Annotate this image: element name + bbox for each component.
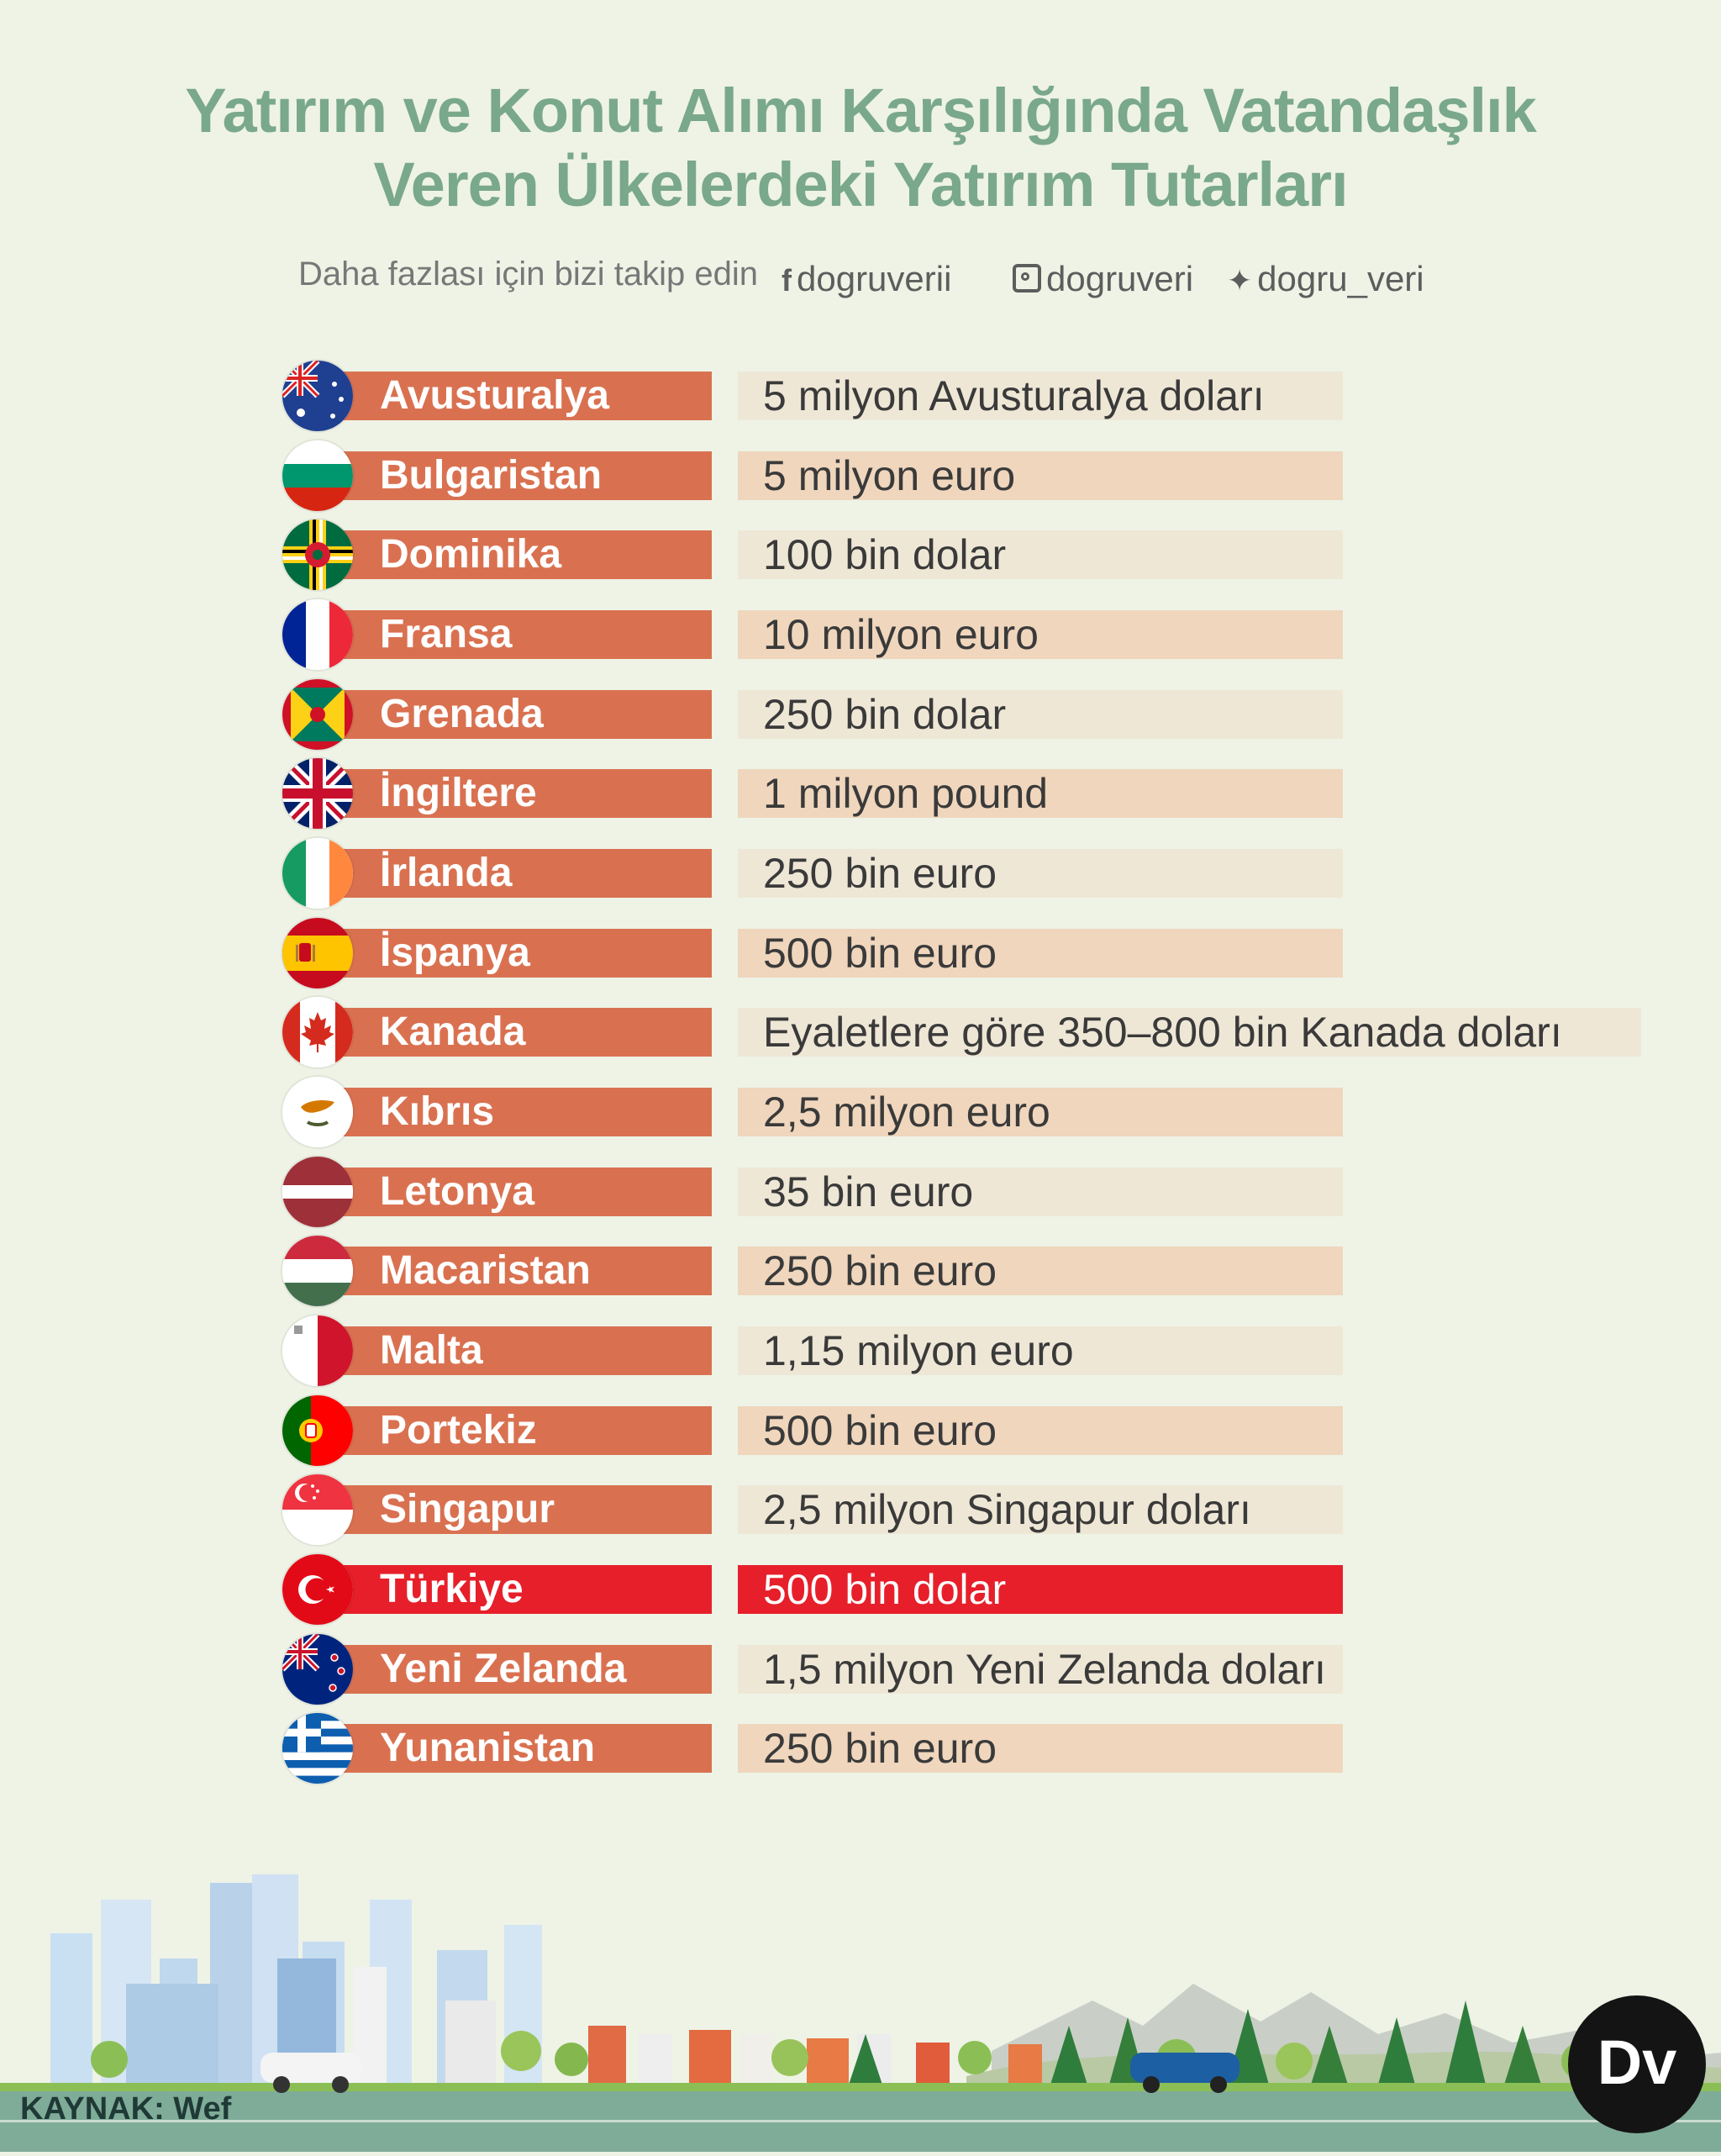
investment-value: 5 milyon Avusturalya doları — [738, 372, 1343, 420]
country-name: Macaristan — [336, 1247, 712, 1295]
dogru-veri-logo: Dv — [1568, 1995, 1706, 2133]
source-credit: KAYNAK: Wef — [20, 2091, 232, 2127]
country-name: Kanada — [336, 1008, 712, 1057]
country-name: Avusturalya — [336, 372, 712, 420]
country-row — [0, 1721, 1721, 1776]
investment-value: 100 bin dolar — [738, 530, 1343, 579]
investment-value: 2,5 milyon Singapur doları — [738, 1485, 1343, 1534]
country-row — [0, 527, 1721, 582]
investment-value: 500 bin dolar — [738, 1565, 1343, 1614]
investment-value: 250 bin dolar — [738, 690, 1343, 739]
investment-value: 250 bin euro — [738, 849, 1343, 898]
portugal-flag-icon — [282, 1395, 353, 1466]
page-title — [0, 74, 1721, 222]
country-row — [0, 1482, 1721, 1537]
facebook-handle: dogruverii — [797, 259, 952, 298]
investment-value: 250 bin euro — [738, 1247, 1343, 1295]
country-row — [0, 1403, 1721, 1458]
investment-value: 500 bin euro — [738, 1406, 1343, 1455]
city-landscape-illustration — [0, 1832, 1721, 2152]
canada-flag-icon — [282, 997, 353, 1067]
country-name: Yunanistan — [336, 1724, 712, 1773]
investment-value: Eyaletlere göre 350–800 bin Kanada doları — [738, 1008, 1641, 1057]
country-name: Bulgaristan — [336, 451, 712, 500]
country-name: Dominika — [336, 530, 712, 579]
country-row — [0, 1243, 1721, 1299]
country-name: İngiltere — [336, 769, 712, 818]
country-name: Portekiz — [336, 1406, 712, 1455]
malta-flag-icon — [282, 1315, 353, 1386]
singapore-flag-icon — [282, 1474, 353, 1545]
investment-value: 5 milyon euro — [738, 451, 1343, 500]
cyprus-flag-icon — [282, 1077, 353, 1147]
country-row — [0, 368, 1721, 424]
hungary-flag-icon — [282, 1236, 353, 1306]
country-row — [0, 1323, 1721, 1378]
social-follow-bar — [0, 252, 1721, 303]
country-row — [0, 1642, 1721, 1697]
country-row — [0, 925, 1721, 981]
dominica-flag-icon — [282, 519, 353, 590]
country-row — [0, 1164, 1721, 1220]
country-row-highlighted — [0, 1562, 1721, 1617]
twitter-icon: ✦ — [1227, 263, 1253, 298]
country-row — [0, 766, 1721, 821]
ireland-flag-icon — [282, 838, 353, 909]
instagram-handle: dogruveri — [1046, 259, 1194, 298]
follow-lead-text: Daha fazlası için bizi takip edin — [298, 256, 758, 293]
country-row — [0, 448, 1721, 503]
france-flag-icon — [282, 599, 353, 670]
instagram-icon — [1013, 264, 1041, 293]
country-row — [0, 687, 1721, 742]
country-row — [0, 1004, 1721, 1060]
facebook-icon: f — [782, 263, 792, 298]
title-line-1: Yatırım ve Konut Alımı Karşılığında Vatandaşlık — [185, 76, 1536, 145]
country-row — [0, 846, 1721, 901]
investment-value: 2,5 milyon euro — [738, 1088, 1343, 1136]
facebook-link[interactable] — [782, 259, 951, 299]
country-name: Letonya — [336, 1168, 712, 1216]
investment-value: 1,5 milyon Yeni Zelanda doları — [738, 1645, 1343, 1694]
country-name: Fransa — [336, 610, 712, 659]
country-name: Singapur — [336, 1485, 712, 1534]
grenada-flag-icon — [282, 679, 353, 750]
investment-value: 1 milyon pound — [738, 769, 1343, 818]
turkey-flag-icon — [282, 1554, 353, 1625]
country-name: Türkiye — [336, 1565, 712, 1614]
country-row — [0, 1084, 1721, 1140]
australia-flag-icon — [282, 361, 353, 431]
greece-flag-icon — [282, 1713, 353, 1784]
country-name: Grenada — [336, 690, 712, 739]
country-name: İspanya — [336, 929, 712, 978]
title-line-2: Veren Ülkelerdeki Yatırım Tutarları — [373, 150, 1348, 219]
twitter-link[interactable] — [1227, 259, 1424, 299]
country-name: Kıbrıs — [336, 1088, 712, 1136]
latvia-flag-icon — [282, 1157, 353, 1227]
country-name: İrlanda — [336, 849, 712, 898]
instagram-link[interactable] — [1013, 259, 1193, 299]
uk-flag-icon — [282, 758, 353, 829]
bulgaria-flag-icon — [282, 440, 353, 511]
spain-flag-icon — [282, 918, 353, 988]
new-zealand-flag-icon — [282, 1634, 353, 1705]
country-name: Malta — [336, 1326, 712, 1375]
investment-value: 500 bin euro — [738, 929, 1343, 978]
country-row — [0, 607, 1721, 662]
investment-value: 35 bin euro — [738, 1168, 1343, 1216]
investment-value: 250 bin euro — [738, 1724, 1343, 1773]
country-name: Yeni Zelanda — [336, 1645, 712, 1694]
investment-value: 1,15 milyon euro — [738, 1326, 1343, 1375]
investment-value: 10 milyon euro — [738, 610, 1343, 659]
twitter-handle: dogru_veri — [1257, 259, 1424, 298]
